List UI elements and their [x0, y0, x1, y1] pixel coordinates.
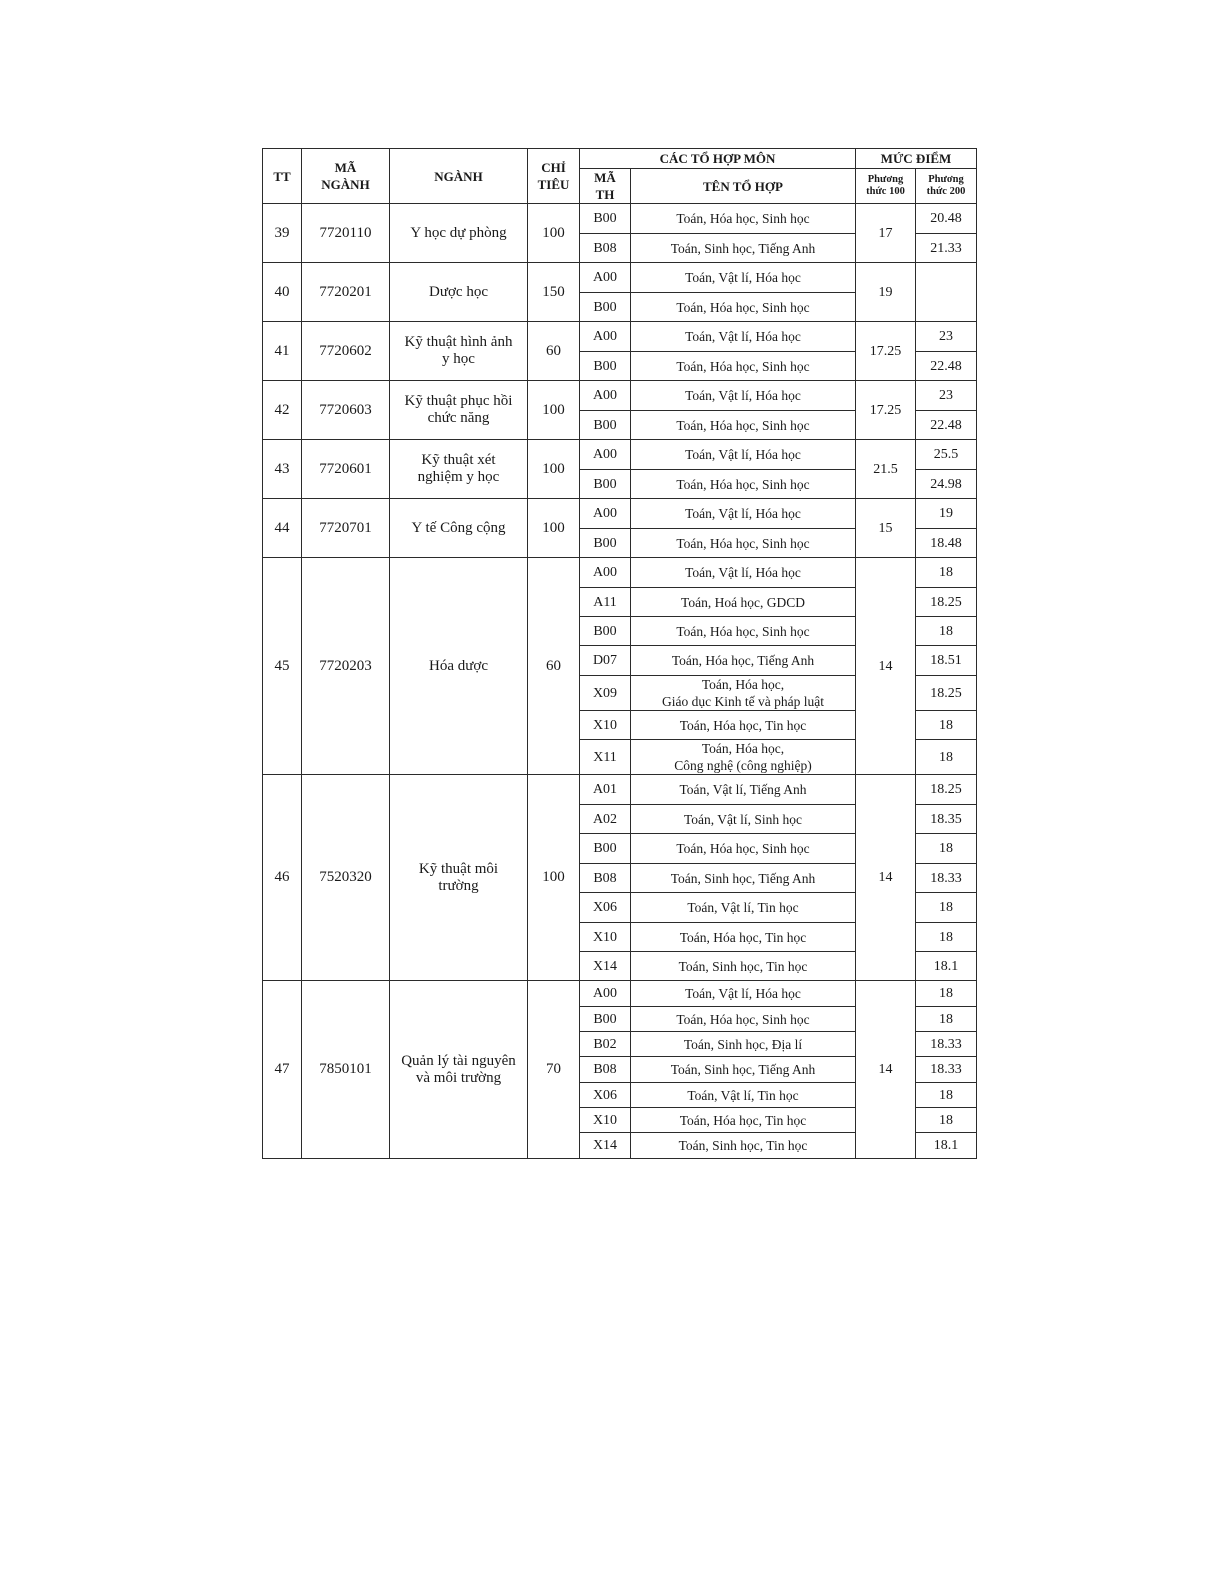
cell-score-pt200: 18.25: [916, 676, 977, 711]
text-line: Toán, Hóa học, Sinh học: [676, 476, 810, 492]
cell-combo-code: A00: [580, 322, 631, 352]
cell-score-pt200: 24.98: [916, 470, 977, 499]
cell-tt: 42: [263, 381, 302, 440]
text-line: Toán, Vật lí, Hóa học: [685, 270, 801, 285]
text-line: Toán, Vật lí, Hóa học: [685, 447, 801, 462]
text-line: Quản lý tài nguyên: [401, 1052, 516, 1069]
cell-combo-code: A01: [580, 775, 631, 805]
cell-major-code: 7720701: [302, 499, 390, 558]
cell-combo-code: B08: [580, 864, 631, 893]
cell-tt: 45: [263, 558, 302, 775]
cell-combo-name: [631, 411, 856, 440]
table-body: [263, 204, 977, 1159]
cell-score-pt200: 23: [916, 322, 977, 352]
header-tt: TT: [263, 149, 302, 204]
text-line: Y tế Công cộng: [411, 519, 506, 536]
text-line: Y học dự phòng: [410, 224, 507, 241]
cell-score-pt200: 18: [916, 923, 977, 952]
cell-major-name: [390, 263, 528, 322]
header-nganh: NGÀNH: [390, 149, 528, 204]
cell-combo-code: X06: [580, 893, 631, 923]
table-row: [263, 263, 977, 293]
text-line: Toán, Sinh học, Tin học: [678, 958, 808, 974]
table-header: [263, 149, 977, 204]
cell-score-pt100: 21.5: [856, 440, 916, 499]
cell-score-pt200: 18: [916, 711, 977, 740]
text-line: Công nghệ (công nghiệp): [674, 758, 812, 773]
text-line: Dược học: [429, 283, 488, 300]
text-line: Toán, Sinh học, Tiếng Anh: [670, 1062, 816, 1077]
text-line: Toán, Vật lí, Hóa học: [685, 565, 801, 580]
cell-combo-name: [631, 834, 856, 864]
cell-combo-name: [631, 1032, 856, 1057]
table-row: [263, 981, 977, 1007]
cell-combo-code: X10: [580, 711, 631, 740]
cell-combo-code: A02: [580, 805, 631, 834]
cell-combo-name: [631, 711, 856, 740]
text-line: chức năng: [427, 410, 490, 426]
text-line: Toán, Hóa học, Tin học: [679, 929, 807, 945]
cell-score-pt200: 18: [916, 558, 977, 588]
text-line: Toán, Hóa học, Sinh học: [676, 211, 810, 226]
cell-combo-code: B00: [580, 1007, 631, 1032]
cell-combo-name: [631, 204, 856, 234]
cell-score-pt200: 23: [916, 381, 977, 411]
cell-combo-code: A11: [580, 588, 631, 617]
cell-combo-code: B00: [580, 411, 631, 440]
text-line: Toán, Hóa học, Tin học: [679, 1112, 807, 1128]
text-line: Toán, Sinh học, Tiếng Anh: [670, 240, 816, 256]
cell-quota: 150: [528, 263, 580, 322]
text-line: Kỹ thuật hình ảnh: [404, 334, 513, 350]
cell-combo-name: [631, 893, 856, 923]
text-line: Toán, Sinh học, Tin học: [678, 1138, 808, 1153]
table-row: [263, 499, 977, 529]
cell-combo-code: X14: [580, 952, 631, 981]
cell-combo-name: [631, 676, 856, 711]
cell-combo-name: [631, 352, 856, 381]
cell-major-name: [390, 322, 528, 381]
cell-combo-code: B00: [580, 352, 631, 381]
cell-major-code: 7720110: [302, 204, 390, 263]
cell-combo-name: [631, 775, 856, 805]
cell-major-name: [390, 981, 528, 1159]
cell-tt: 47: [263, 981, 302, 1159]
cell-combo-name: [631, 981, 856, 1007]
text-line: Kỹ thuật phục hồi: [404, 393, 513, 409]
cell-combo-code: A00: [580, 558, 631, 588]
cell-major-code: 7720601: [302, 440, 390, 499]
cell-major-code: 7850101: [302, 981, 390, 1159]
text-line: Toán, Vật lí, Hóa học: [685, 506, 801, 521]
cell-combo-code: X09: [580, 676, 631, 711]
header-ten-to-hop: TÊN TỔ HỢP: [631, 169, 856, 204]
cell-score-pt100: 15: [856, 499, 916, 558]
cell-score-pt200: 22.48: [916, 411, 977, 440]
cell-major-name: [390, 204, 528, 263]
cell-combo-name: [631, 529, 856, 558]
text-line: Kỹ thuật xét: [421, 452, 496, 468]
cell-quota: 100: [528, 381, 580, 440]
cell-combo-name: [631, 740, 856, 775]
text-line: Toán, Vật lí, Hóa học: [685, 329, 801, 344]
text-line: Hóa dược: [429, 657, 488, 674]
cell-combo-code: B00: [580, 204, 631, 234]
table-row: [263, 322, 977, 352]
text-line: Toán, Sinh học, Tiếng Anh: [670, 870, 816, 886]
text-line: Toán, Vật lí, Tin học: [687, 1087, 799, 1103]
cell-major-name: [390, 558, 528, 775]
cell-combo-code: B00: [580, 529, 631, 558]
cell-score-pt200: 18.1: [916, 1133, 977, 1159]
text-line: trường: [438, 877, 479, 894]
cell-score-pt200: 18.33: [916, 1032, 977, 1057]
cell-score-pt200: 22.48: [916, 352, 977, 381]
cell-tt: 44: [263, 499, 302, 558]
cell-tt: 39: [263, 204, 302, 263]
text-line: Toán, Hóa học, Sinh học: [676, 841, 810, 856]
text-line: y học: [442, 351, 475, 367]
cell-combo-name: [631, 1007, 856, 1032]
cell-combo-name: [631, 646, 856, 676]
cell-tt: 41: [263, 322, 302, 381]
cell-score-pt100: 14: [856, 775, 916, 981]
header-phuong-thuc-200: Phương thức 200: [916, 169, 977, 204]
admission-score-table: [262, 148, 977, 1159]
cell-score-pt200: 19: [916, 499, 977, 529]
cell-score-pt200: 18.33: [916, 1057, 977, 1083]
cell-combo-code: X11: [580, 740, 631, 775]
cell-quota: 60: [528, 322, 580, 381]
cell-score-pt200: 18: [916, 1083, 977, 1108]
text-line: Toán, Vật lí, Hóa học: [685, 388, 801, 403]
cell-score-pt200: 18: [916, 981, 977, 1007]
cell-combo-name: [631, 558, 856, 588]
cell-combo-name: [631, 1057, 856, 1083]
header-ma-nganh: MÃ NGÀNH: [302, 149, 390, 204]
cell-score-pt100: 14: [856, 558, 916, 775]
text-line: Toán, Hóa học, Sinh học: [676, 358, 810, 374]
header-ma-th: MÃ TH: [580, 169, 631, 204]
cell-score-pt200: 18.1: [916, 952, 977, 981]
cell-quota: 100: [528, 440, 580, 499]
cell-combo-code: D07: [580, 646, 631, 676]
header-muc-diem: MỨC ĐIỂM: [856, 149, 977, 169]
cell-combo-name: [631, 1133, 856, 1159]
cell-score-pt200: 18.33: [916, 864, 977, 893]
table-row: [263, 558, 977, 588]
cell-combo-code: X14: [580, 1133, 631, 1159]
text-line: Toán, Vật lí, Tin học: [687, 900, 799, 915]
cell-major-code: 7720603: [302, 381, 390, 440]
cell-combo-code: A00: [580, 981, 631, 1007]
text-line: Toán, Sinh học, Địa lí: [683, 1036, 803, 1052]
cell-combo-code: A00: [580, 381, 631, 411]
cell-score-pt200: 18: [916, 1007, 977, 1032]
cell-score-pt200: 20.48: [916, 204, 977, 234]
cell-combo-name: [631, 322, 856, 352]
cell-combo-name: [631, 263, 856, 293]
text-line: Toán, Vật lí, Hóa học: [685, 986, 801, 1001]
cell-tt: 46: [263, 775, 302, 981]
cell-major-name: [390, 499, 528, 558]
cell-quota: 100: [528, 204, 580, 263]
cell-combo-code: B02: [580, 1032, 631, 1057]
text-line: Toán, Hóa học, Sinh học: [676, 623, 810, 639]
cell-combo-code: A00: [580, 499, 631, 529]
cell-tt: 43: [263, 440, 302, 499]
cell-score-pt200: [916, 263, 977, 322]
cell-major-code: 7720201: [302, 263, 390, 322]
cell-tt: 40: [263, 263, 302, 322]
cell-combo-code: B00: [580, 293, 631, 322]
cell-score-pt200: 18.51: [916, 646, 977, 676]
cell-combo-name: [631, 923, 856, 952]
cell-combo-code: B00: [580, 834, 631, 864]
cell-combo-code: B00: [580, 617, 631, 646]
cell-score-pt200: 18: [916, 893, 977, 923]
cell-combo-name: [631, 1108, 856, 1133]
table-row: [263, 381, 977, 411]
cell-score-pt200: 18: [916, 617, 977, 646]
text-line: và môi trường: [415, 1069, 502, 1086]
cell-score-pt100: 17.25: [856, 381, 916, 440]
text-line: Toán, Hóa học, Sinh học: [676, 417, 810, 433]
cell-combo-code: A00: [580, 440, 631, 470]
table-row: [263, 440, 977, 470]
text-line: Giáo dục Kinh tế và pháp luật: [662, 694, 824, 709]
text-line: Toán, Hóa học,: [701, 741, 785, 756]
text-line: Toán, Hoá học, GDCD: [681, 594, 805, 610]
cell-score-pt200: 18: [916, 1108, 977, 1133]
text-line: Toán, Vật lí, Tiếng Anh: [679, 782, 807, 797]
cell-major-code: 7720203: [302, 558, 390, 775]
cell-quota: 100: [528, 499, 580, 558]
cell-combo-name: [631, 864, 856, 893]
cell-score-pt200: 21.33: [916, 234, 977, 263]
cell-major-name: [390, 440, 528, 499]
cell-combo-code: B00: [580, 470, 631, 499]
cell-score-pt200: 18.25: [916, 588, 977, 617]
cell-score-pt100: 14: [856, 981, 916, 1159]
cell-score-pt200: 18.35: [916, 805, 977, 834]
text-line: Toán, Vật lí, Sinh học: [683, 811, 803, 827]
cell-score-pt200: 18: [916, 834, 977, 864]
cell-combo-name: [631, 234, 856, 263]
text-line: Toán, Hóa học, Tiếng Anh: [671, 653, 815, 668]
cell-combo-name: [631, 952, 856, 981]
table-row: [263, 775, 977, 805]
text-line: Toán, Hóa học, Sinh học: [676, 299, 810, 315]
cell-combo-name: [631, 617, 856, 646]
cell-combo-name: [631, 293, 856, 322]
text-line: Toán, Hóa học, Tin học: [679, 717, 807, 733]
text-line: Kỹ thuật môi: [418, 860, 499, 877]
cell-score-pt200: 18.48: [916, 529, 977, 558]
cell-major-name: [390, 775, 528, 981]
cell-combo-name: [631, 1083, 856, 1108]
cell-combo-name: [631, 440, 856, 470]
text-line: Toán, Hóa học, Sinh học: [676, 535, 810, 551]
cell-combo-name: [631, 470, 856, 499]
table-row: [263, 204, 977, 234]
cell-score-pt100: 19: [856, 263, 916, 322]
cell-combo-name: [631, 499, 856, 529]
cell-score-pt200: 18: [916, 740, 977, 775]
cell-quota: 60: [528, 558, 580, 775]
cell-quota: 100: [528, 775, 580, 981]
cell-combo-code: A00: [580, 263, 631, 293]
header-phuong-thuc-100: Phương thức 100: [856, 169, 916, 204]
cell-quota: 70: [528, 981, 580, 1159]
cell-major-code: 7720602: [302, 322, 390, 381]
text-line: Toán, Hóa học, Sinh học: [676, 1011, 810, 1027]
cell-score-pt100: 17.25: [856, 322, 916, 381]
cell-combo-code: X10: [580, 923, 631, 952]
cell-combo-code: X10: [580, 1108, 631, 1133]
cell-score-pt100: 17: [856, 204, 916, 263]
cell-combo-name: [631, 381, 856, 411]
cell-combo-code: B08: [580, 234, 631, 263]
header-cac-to-hop-mon: CÁC TỔ HỢP MÔN: [580, 149, 856, 169]
cell-score-pt200: 18.25: [916, 775, 977, 805]
text-line: Toán, Hóa học,: [701, 677, 785, 692]
text-line: nghiệm y học: [417, 469, 500, 485]
cell-combo-code: X06: [580, 1083, 631, 1108]
header-chi-tieu: CHỈ TIÊU: [528, 149, 580, 204]
cell-combo-name: [631, 805, 856, 834]
cell-score-pt200: 25.5: [916, 440, 977, 470]
cell-combo-name: [631, 588, 856, 617]
cell-major-name: [390, 381, 528, 440]
cell-major-code: 7520320: [302, 775, 390, 981]
cell-combo-code: B08: [580, 1057, 631, 1083]
